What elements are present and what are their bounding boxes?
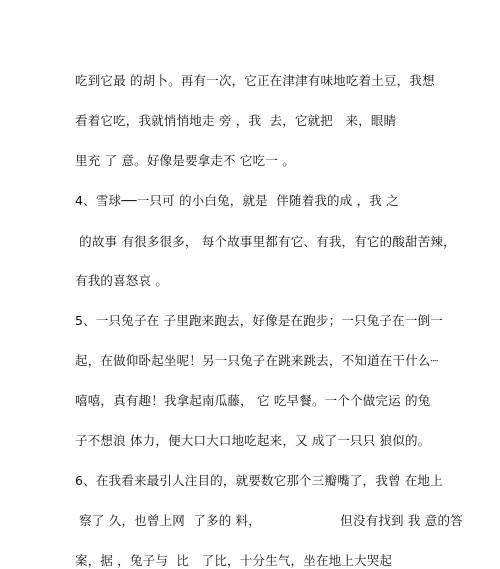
text-line: 子不想浪 体力，便大口大口地吃起来，又 成了一只只 狼似的。 (75, 433, 431, 448)
text-line: 嘻嘻，真有趣！我拿起南瓜藤， 它 吃早餐。一个个做完运 的兔 (75, 393, 431, 408)
text-line: 有我的喜怒哀 。 (75, 273, 169, 288)
text-line: 察了 久，也曾上网 了多的 料， 但没有找到 我 意的答 (75, 513, 463, 528)
text-line: 5、一只兔子在 子里跑来跑去，好像是在跑步；一只兔子在一倒一 (75, 313, 443, 328)
text-line: 6、在我看来最引人注目的，就要数它那个三瓣嘴了，我曾 在地上 (75, 473, 443, 488)
text-line: 起，在做仰卧起坐呢！另一只兔子在跳来跳去，不知道在干什么┈ (75, 353, 439, 368)
text-line: 里充 了 意。好像是要拿走不 它吃一 。 (75, 153, 295, 168)
text-line: 4、雪球──一只可 的小白兔，就是 伴随着我的成 ，我 之 (75, 193, 399, 208)
text-line: 看着它吃，我就悄悄地走 旁 ，我 去，它就把 来，眼睛 (75, 113, 397, 128)
text-line: 吃到它最 的胡卜。再有一次，它正在津津有味地吃着土豆，我想 (75, 73, 435, 88)
text-line: 的故事 有很多很多， 每个故事里都有它、有我，有它的酸甜苦辣， (75, 234, 456, 249)
text-line: 案，据 ，兔子与 比 了比，十分生气，坐在地上大哭起 (75, 553, 393, 568)
